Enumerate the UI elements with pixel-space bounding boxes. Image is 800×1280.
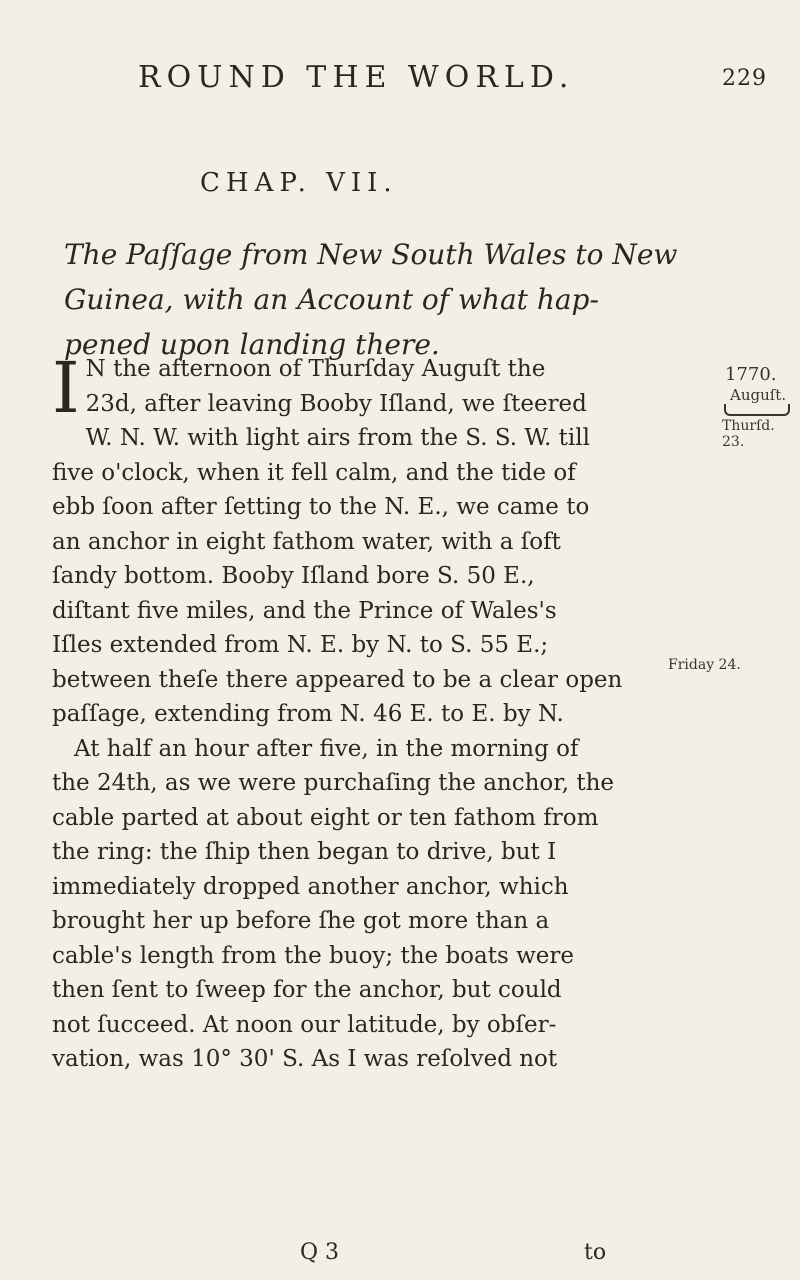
signature-mark: Q 3 [300,1240,340,1265]
body-line: diſtant five miles, and the Prince of Wales's [52,597,557,624]
body-line: ebb ſoon after ſetting to the N. E., we came to [52,494,590,520]
chapter-title [64,232,678,367]
body-line: N the afternoon of Thurſday Auguſt the [85,356,546,382]
body-line: 23d, after leaving Booby Iſland, we ſteered [85,390,587,417]
chapter-heading: CHAP. VII. [200,168,398,198]
margin-brace [724,404,790,416]
body-line: cable parted at about eight or ten fathom from [52,804,599,831]
body-line: not ſucceed. At noon our latitude, by obſer- [52,1011,557,1038]
running-title: ROUND THE WORLD. [138,60,575,95]
catchword: to [584,1240,607,1265]
margin-date-friday: Friday 24. [668,657,741,673]
body-line: paſſage, extending from N. 46 E. to E. by N. [52,701,564,727]
body-line: then ſent to ſweep for the anchor, but could [52,977,562,1003]
body-line: between theſe there appeared to be a clear open [52,666,623,693]
body-line: At half an hour after five, in the morning of [74,735,579,762]
body-line: vation, was 10° 30' S. As I was reſolved not [52,1046,558,1072]
body-line: Iſles extended from N. E. by N. to S. 55 E.; [52,632,549,658]
body-line: an anchor in eight fathom water, with a ſoft [52,528,561,555]
margin-year: 1770. [725,364,777,385]
body-line: brought her up before ſhe got more than a [52,908,550,934]
body-line: immediately dropped another anchor, which [52,873,569,900]
title-line: pened upon landing there. [64,328,440,361]
body-text [52,347,662,1077]
body-line: ſandy bottom. Booby Iſland bore S. 50 E., [52,563,535,589]
title-line: Guinea, with an Account of what hap- [64,283,599,316]
margin-date-thursday: Thurſd. 23. [722,418,775,450]
body-line: the 24th, as we were purchaſing the anchor, the [52,770,615,796]
drop-cap: I [52,347,80,429]
body-line: W. N. W. with light airs from the S. S. W. till [85,425,590,451]
body-line: the ring: the ſhip then began to drive, but I [52,839,557,865]
title-line: The Paſſage from New South Wales to New [64,238,678,271]
body-line: five o'clock, when it fell calm, and the tide of [52,459,576,486]
body-line: cable's length from the buoy; the boats were [52,942,575,969]
margin-month: Auguſt. [730,386,787,404]
page-number: 229 [722,66,767,91]
